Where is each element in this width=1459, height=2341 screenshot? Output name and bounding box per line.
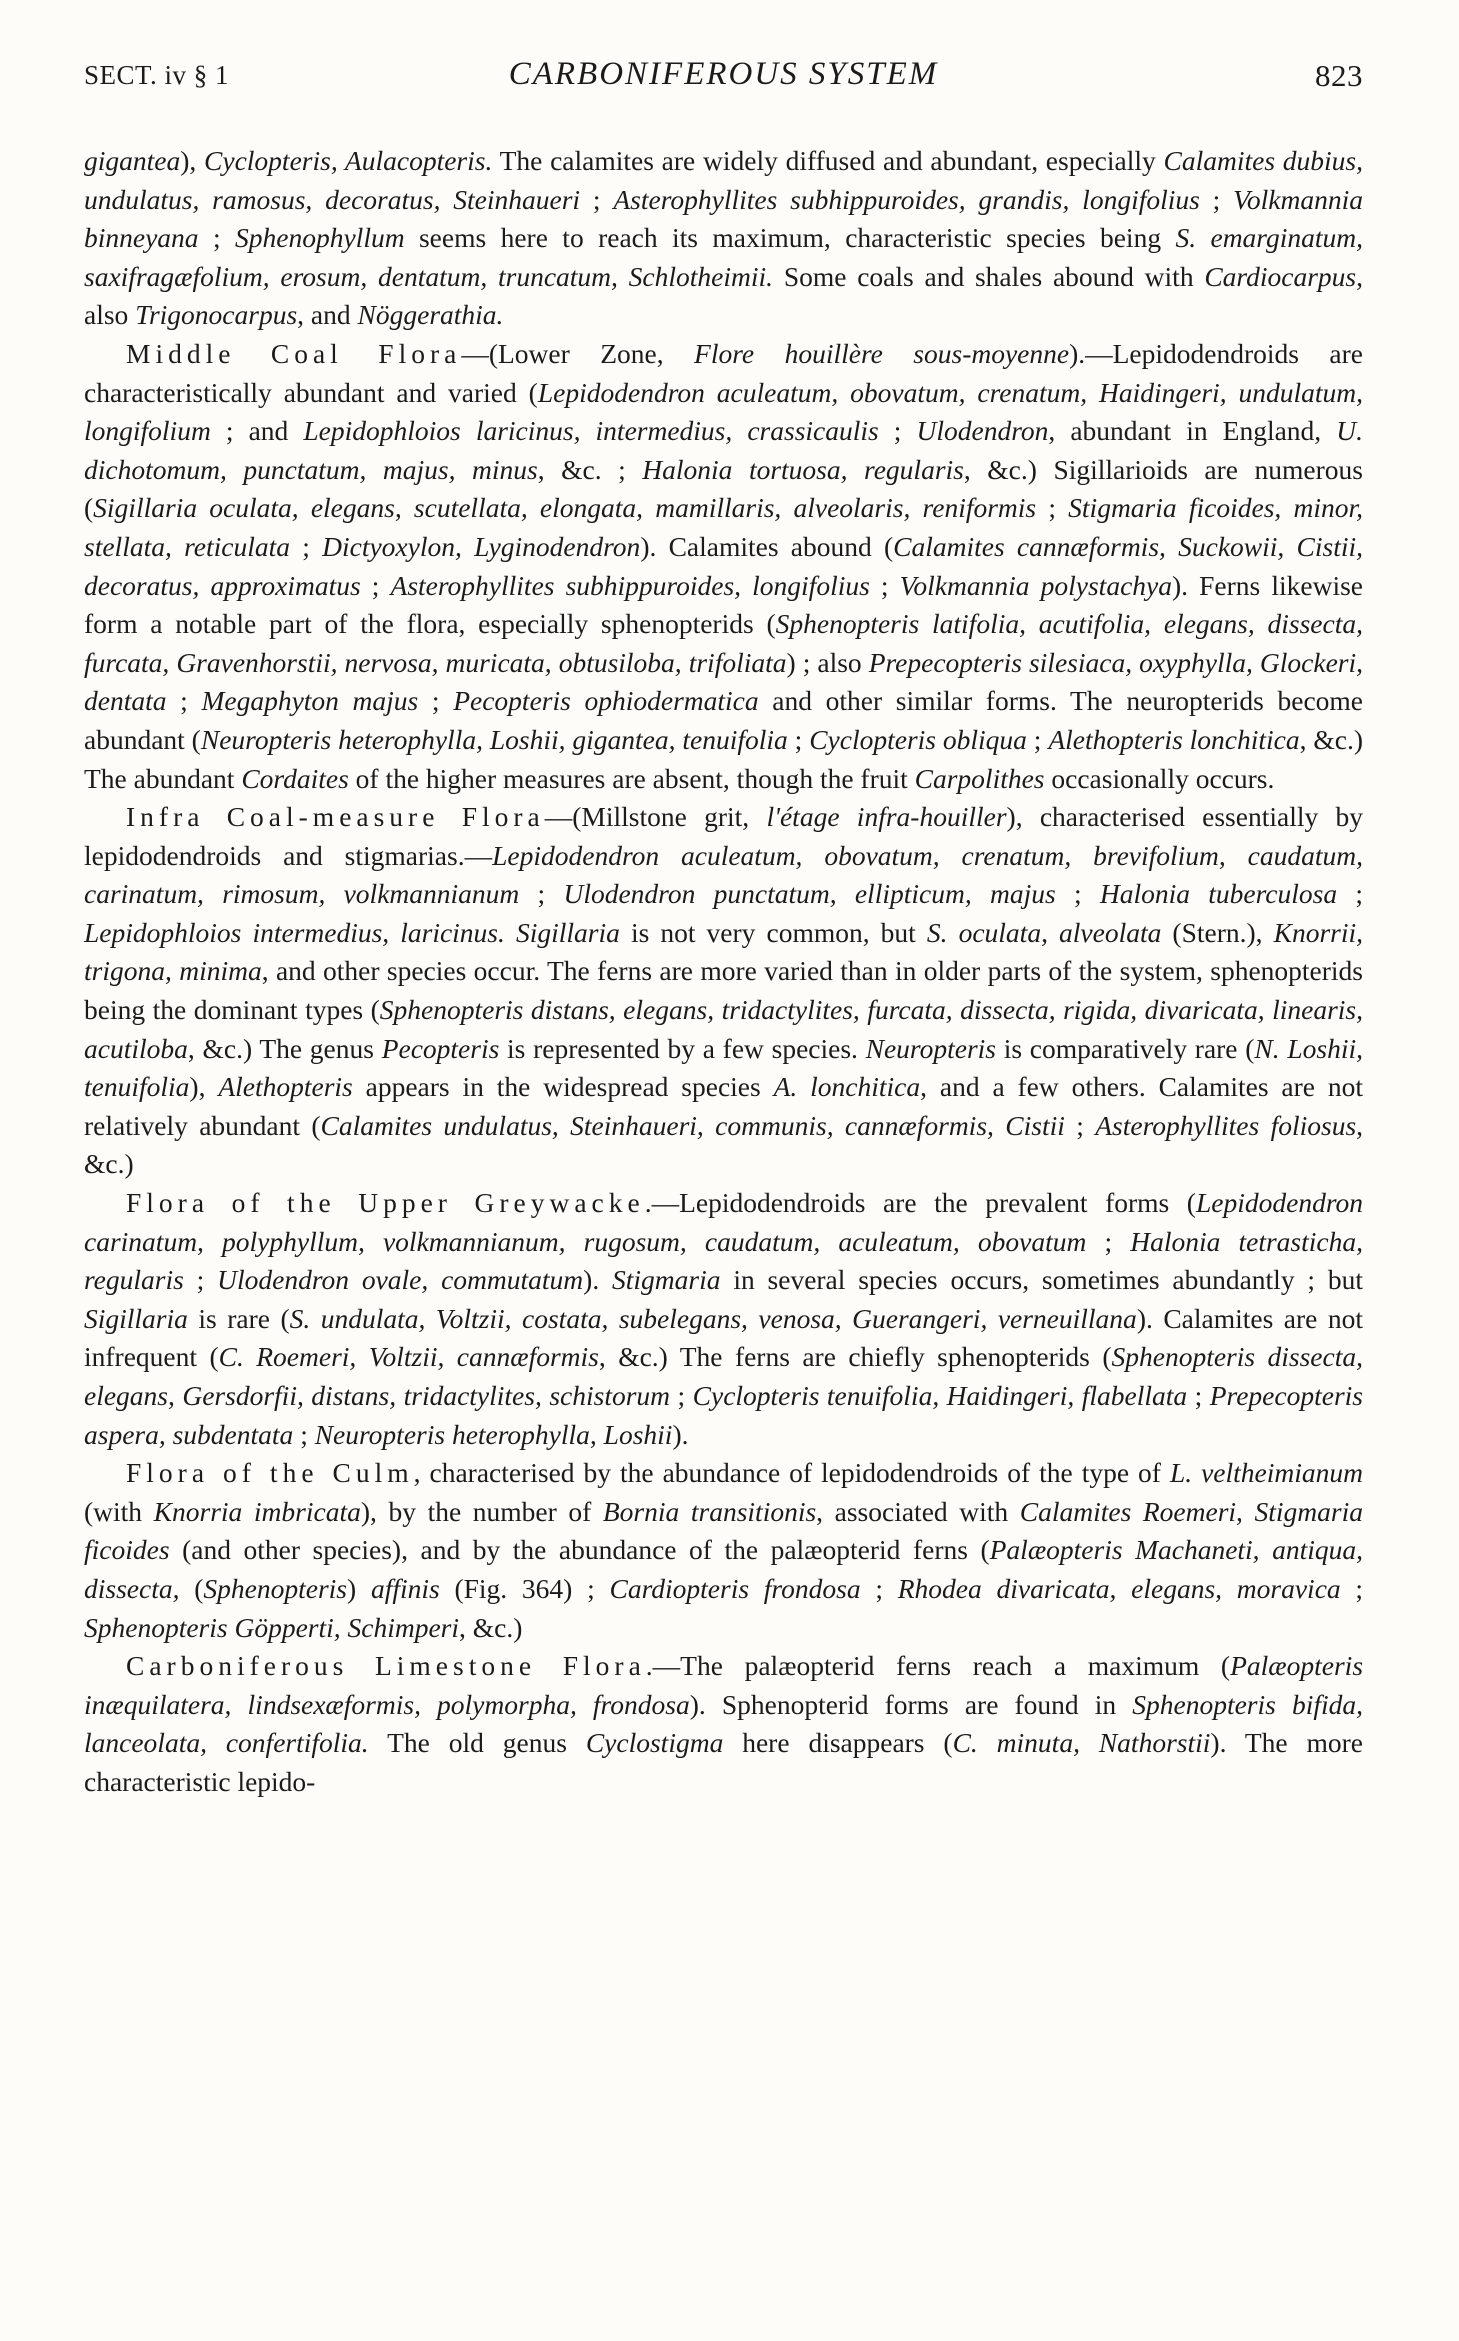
section-heading-middle-coal-flora: Middle Coal Flora [126, 337, 462, 369]
paragraph-upper-greywacke-flora [84, 1184, 1363, 1454]
running-header [84, 52, 1363, 108]
paragraph-text: .—The palæopterid ferns reach a maximum (Palæopteris inæquilatera, lindsexæformis, polymorpha, frondosa). Sphenopterid forms are found in Sphenopteris bifida, lanceolata, confertifolia. The old genus Cyclostigma here disappears (C. minuta, Nathorstii). The more characteristic lepido- [84, 1650, 1364, 1797]
section-heading-upper-greywacke-flora: Flora of the Upper Greywacke [126, 1187, 645, 1219]
paragraph-carboniferous-limestone-flora [84, 1647, 1363, 1801]
paragraph-infra-coal-measure-flora [84, 798, 1363, 1184]
paragraph-text: .—Lepidodendroids are the prevalent forms (Lepidodendron carinatum, polyphyllum, volkmannianum, rugosum, caudatum, aculeatum, obovatum ; Halonia tetrasticha, regularis ; Ulodendron ovale, commutatum). Stigmaria in several species occurs, sometimes abundantly ; but Sigillaria is rare (S. undulata, Voltzii, costata, subelegans, venosa, Guerangeri, verneuillana). Calamites are not infrequent (C. Roemeri, Voltzii, cannæformis, &c.) The ferns are chiefly sphenopterids (Sphenopteris dissecta, elegans, Gersdorfii, distans, tridactylites, schistorum ; Cyclopteris tenuifolia, Haidingeri, flabellata ; Prepecopteris aspera, subdentata ; Neuropteris heterophylla, Loshii). [84, 1187, 1364, 1450]
section-heading-carboniferous-limestone-flora: Carboniferous Limestone Flora [126, 1650, 646, 1682]
running-title: CARBONIFEROUS SYSTEM [508, 56, 939, 92]
paragraph-text: , characterised by the abundance of lepidodendroids of the type of L. veltheimianum (with Knorria imbricata), by the number of Bornia transitionis, associated with Calamites Roemeri, Stigmaria ficoides (and other species), and by the abundance of the palæopterid ferns (Palæopteris Machaneti, antiqua, dissecta, (Sphenopteris) affinis (Fig. 364) ; Cardiopteris frondosa ; Rhodea divaricata, elegans, moravica ; Sphenopteris Göpperti, Schimperi, &c.) [84, 1457, 1364, 1643]
paragraph-text: gigantea), Cyclopteris, Aulacopteris. The calamites are widely diffused and abundant, especially Calamites dubius, undulatus, ramosus, decoratus, Steinhaueri ; Asterophyllites subhippuroides, grandis, longifolius ; Volkmannia binneyana ; Sphenophyllum seems here to reach its maximum, characteristic species being S. emarginatum, saxifragæfolium, erosum, dentatum, truncatum, Schlotheimii. Some coals and shales abound with Cardiocarpus, also Trigonocarpus, and Nöggerathia. [84, 145, 1364, 331]
section-heading-infra-coal-measure-flora: Infra Coal-measure Flora [126, 801, 545, 833]
paragraph-upper-coal-flora-continued [84, 142, 1363, 335]
paragraph-middle-coal-flora [84, 335, 1363, 798]
paragraph-text: —(Millstone grit, l'étage infra-houiller), characterised essentially by lepidodendroids and stigmarias.—Lepidodendron aculeatum, obovatum, crenatum, brevifolium, caudatum, carinatum, rimosum, volkmannianum ; Ulodendron punctatum, ellipticum, majus ; Halonia tuberculosa ; Lepidophloios intermedius, laricinus. Sigillaria is not very common, but S. oculata, alveolata (Stern.), Knorrii, trigona, minima, and other species occur. The ferns are more varied than in older parts of the system, sphenopterids being the dominant types (Sphenopteris distans, elegans, tridactylites, furcata, dissecta, rigida, divaricata, linearis, acutiloba, &c.) The genus Pecopteris is represented by a few species. Neuropteris is comparatively rare (N. Loshii, tenuifolia), Alethopteris appears in the widespread species A. lonchitica, and a few others. Calamites are not relatively abundant (Calamites undulatus, Steinhaueri, communis, cannæformis, Cistii ; Asterophyllites foliosus, &c.) [84, 801, 1364, 1180]
section-reference: SECT. iv § 1 [84, 60, 230, 90]
paragraph-text: —(Lower Zone, Flore houillère sous-moyenne).—Lepidodendroids are characteristically abundant and varied (Lepidodendron aculeatum, obovatum, crenatum, Haidingeri, undulatum, longifolium ; and Lepidophloios laricinus, intermedius, crassicaulis ; Ulodendron, abundant in England, U. dichotomum, punctatum, majus, minus, &c. ; Halonia tortuosa, regularis, &c.) Sigillarioids are numerous (Sigillaria oculata, elegans, scutellata, elongata, mamillaris, alveolaris, reniformis ; Stigmaria ficoides, minor, stellata, reticulata ; Dictyoxylon, Lyginodendron). Calamites abound (Calamites cannæformis, Suckowii, Cistii, decoratus, approximatus ; Asterophyllites subhippuroides, longifolius ; Volkmannia polystachya). Ferns likewise form a notable part of the flora, especially sphenopterids (Sphenopteris latifolia, acutifolia, elegans, dissecta, furcata, Gravenhorstii, nervosa, muricata, obtusiloba, trifoliata) ; also Prepecopteris silesiaca, oxyphylla, Glockeri, dentata ; Megaphyton majus ; Pecopteris ophiodermatica and other similar forms. The neuropterids become abundant (Neuropteris heterophylla, Loshii, gigantea, tenuifolia ; Cyclopteris obliqua ; Alethopteris lonchitica, &c.) The abundant Cordaites of the higher measures are absent, though the fruit Carpolithes occasionally occurs. [84, 337, 1364, 794]
paragraph-culm-flora [84, 1454, 1363, 1647]
page-number: 823 [1315, 58, 1363, 93]
section-heading-culm-flora: Flora of the Culm [126, 1457, 414, 1489]
body-text [84, 142, 1363, 1802]
